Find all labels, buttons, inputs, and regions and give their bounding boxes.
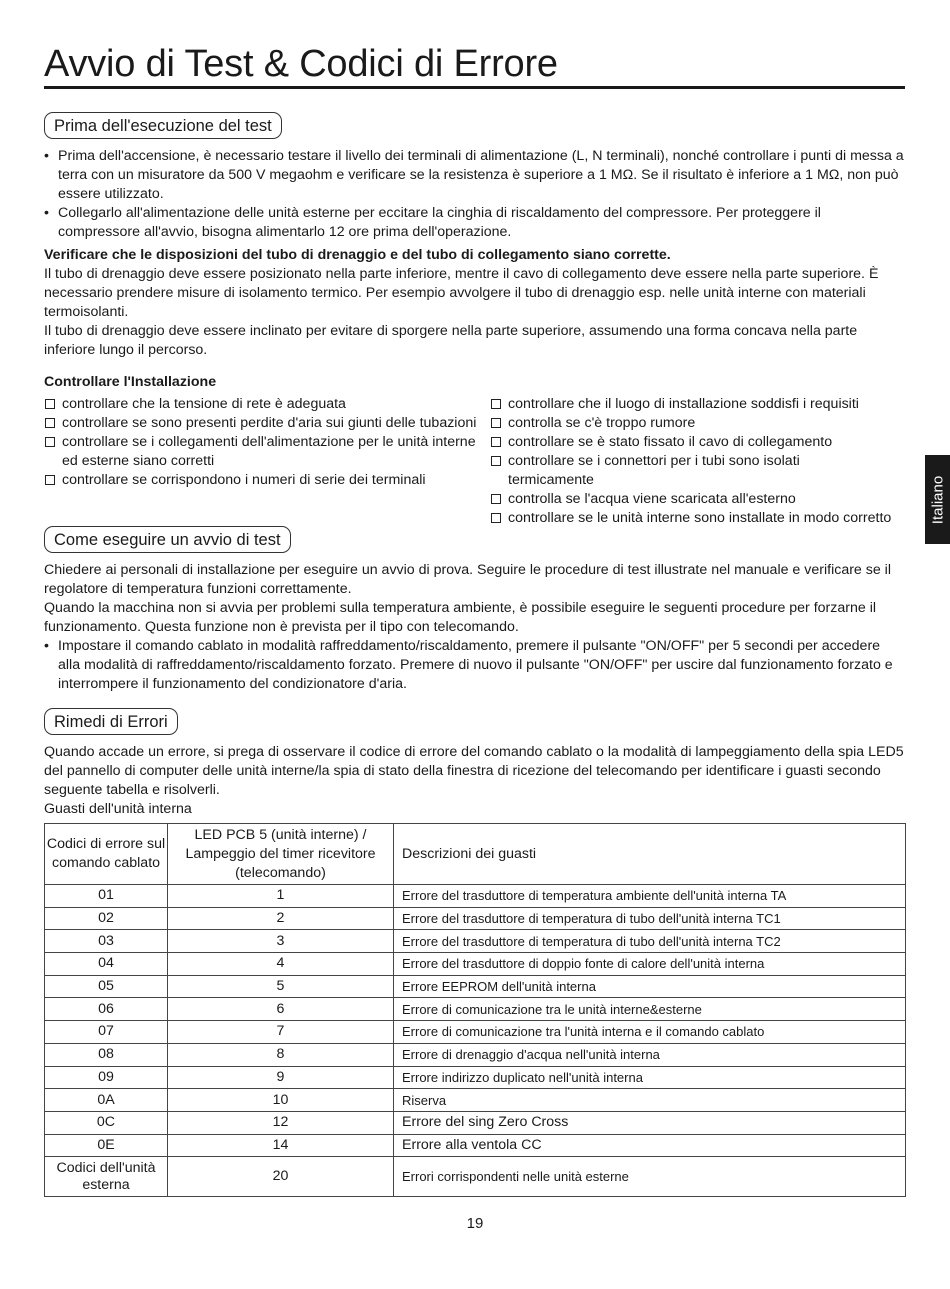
install-heading: Controllare l'Installazione xyxy=(44,374,217,390)
table-row xyxy=(45,953,906,976)
error-code: 04 xyxy=(45,953,168,976)
led-blink-count: 1 xyxy=(168,885,394,908)
table-row xyxy=(45,1021,906,1044)
checklist-item: controllare che la tensione di rete è adeguata xyxy=(44,395,489,414)
table-row xyxy=(45,1157,906,1197)
header-description: Descrizioni dei guasti xyxy=(394,824,906,885)
error-remedies-intro xyxy=(44,743,906,819)
led-blink-count: 20 xyxy=(168,1157,394,1197)
drain-section xyxy=(44,246,906,360)
bullet-item: • Prima dell'accensione, è necessario testare il livello dei terminali di alimentazione (L, N terminali), nonché controllare i punti di messa a terra con un misuratore da 500 V megaohm e verificare se la resistenza è superiore a 1 MΩ. Se il risultato è inferiore a 1 MΩ, non può essere utilizzato. xyxy=(44,147,906,204)
table-row xyxy=(45,907,906,930)
fault-description: Errori corrispondenti nelle unità esterne xyxy=(394,1157,906,1197)
drain-heading: Verificare che le disposizioni del tubo di drenaggio e del tubo di collegamento siano corrette. xyxy=(44,247,671,263)
error-code: 0C xyxy=(45,1111,168,1134)
checkbox-icon xyxy=(45,418,55,428)
table-row xyxy=(45,1043,906,1066)
checklist-item: controllare se i collegamenti dell'alimentazione per le unità interne ed esterne siano corretti xyxy=(44,433,489,471)
led-blink-count: 14 xyxy=(168,1134,394,1157)
error-code: 08 xyxy=(45,1043,168,1066)
fault-description: Errore del trasduttore di temperatura ambiente dell'unità interna TA xyxy=(394,885,906,908)
bullet-item: • Collegarlo all'alimentazione delle unità esterne per eccitare la cinghia di riscaldamento del compressore. Per proteggere il compressore all'avvio, bisogna alimentarlo 12 ore prima dell'operazione. xyxy=(44,204,906,242)
fault-description: Riserva xyxy=(394,1089,906,1112)
page-title: Avvio di Test & Codici di Errore xyxy=(44,43,558,85)
checklist-item: controllare se è stato fissato il cavo di collegamento xyxy=(490,433,910,452)
fault-description: Errore del trasduttore di doppio fonte di calore dell'unità interna xyxy=(394,953,906,976)
fault-description: Errore indirizzo duplicato nell'unità interna xyxy=(394,1066,906,1089)
checklist-item: controllare se i connettori per i tubi sono isolati termicamente xyxy=(490,452,838,490)
fault-description: Errore di comunicazione tra l'unità interna e il comando cablato xyxy=(394,1021,906,1044)
error-code: 03 xyxy=(45,930,168,953)
checkbox-icon xyxy=(45,437,55,447)
how-to-test-text xyxy=(44,561,906,694)
table-row xyxy=(45,1111,906,1134)
error-code: 05 xyxy=(45,975,168,998)
header-led-blink: LED PCB 5 (unità interne) / Lampeggio del timer ricevitore (telecomando) xyxy=(168,824,394,885)
led-blink-count: 4 xyxy=(168,953,394,976)
error-code: 0A xyxy=(45,1089,168,1112)
led-blink-count: 9 xyxy=(168,1066,394,1089)
led-blink-count: 5 xyxy=(168,975,394,998)
led-blink-count: 2 xyxy=(168,907,394,930)
title-rule xyxy=(44,86,905,89)
checkbox-icon xyxy=(491,513,501,523)
table-row xyxy=(45,930,906,953)
header-wired-code: Codici di errore sul comando cablato xyxy=(45,824,168,885)
table-row xyxy=(45,1089,906,1112)
led-blink-count: 6 xyxy=(168,998,394,1021)
fault-description: Errore di drenaggio d'acqua nell'unità interna xyxy=(394,1043,906,1066)
checkbox-icon xyxy=(45,475,55,485)
checkbox-icon xyxy=(491,456,501,466)
section-heading-error-remedies: Rimedi di Errori xyxy=(44,708,178,735)
drain-paragraph: Il tubo di drenaggio deve essere posizionato nella parte inferiore, mentre il cavo di collegamento deve essere nella parte superiore. È necessario prendere misure di isolamento termico. Per esempio avvolgere il tubo di drenaggio esp. nelle unità interne con materiali termoisolanti. xyxy=(44,266,879,320)
led-blink-count: 7 xyxy=(168,1021,394,1044)
checkbox-icon xyxy=(491,399,501,409)
checklist-item: controllare se corrispondono i numeri di serie dei terminali xyxy=(44,471,489,490)
led-blink-count: 3 xyxy=(168,930,394,953)
fault-description: Errore di comunicazione tra le unità interne&esterne xyxy=(394,998,906,1021)
table-row xyxy=(45,885,906,908)
fault-description: Errore del trasduttore di temperatura di tubo dell'unità interna TC1 xyxy=(394,907,906,930)
led-blink-count: 10 xyxy=(168,1089,394,1112)
section-heading-before-test: Prima dell'esecuzione del test xyxy=(44,112,282,139)
checklist-item: controlla se l'acqua viene scaricata all'esterno xyxy=(490,490,910,509)
error-code-table xyxy=(44,823,906,1197)
before-test-bullets xyxy=(44,147,906,242)
checkbox-icon xyxy=(491,494,501,504)
paragraph: Quando accade un errore, si prega di osservare il codice di errore del comando cablato o la modalità di lampeggiamento della spia LED5 del pannello di computer delle unità interne/la spia di stato della finestra di ricezione del telecomando per identificare i guasti secondo seguente tabella e risolverli. xyxy=(44,744,904,798)
checkbox-icon xyxy=(45,399,55,409)
checklist-item: controllare se sono presenti perdite d'aria sui giunti delle tubazioni xyxy=(44,414,489,433)
checklist-left xyxy=(44,395,489,490)
fault-description: Errore del trasduttore di temperatura di tubo dell'unità interna TC2 xyxy=(394,930,906,953)
drain-paragraph: Il tubo di drenaggio deve essere inclinato per evitare di sporgere nella parte superiore, assumendo una forma concava nella parte inferiore lungo il percorso. xyxy=(44,323,858,358)
table-row xyxy=(45,975,906,998)
error-code: 07 xyxy=(45,1021,168,1044)
error-code: 01 xyxy=(45,885,168,908)
language-tab xyxy=(925,455,950,544)
checklist-item: controllare che il luogo di installazione soddisfi i requisiti xyxy=(490,395,910,414)
table-header-row xyxy=(45,824,906,885)
language-tab-label: Italiano xyxy=(929,475,946,524)
paragraph: Chiedere ai personali di installazione per eseguire un avvio di prova. Seguire le procedure di test illustrate nel manuale e verificare se il regolatore di temperatura funzioni correttamente. xyxy=(44,562,891,597)
table-row xyxy=(45,1066,906,1089)
fault-description: Errore alla ventola CC xyxy=(394,1134,906,1157)
led-blink-count: 12 xyxy=(168,1111,394,1134)
error-code: 06 xyxy=(45,998,168,1021)
fault-description: Errore EEPROM dell'unità interna xyxy=(394,975,906,998)
checkbox-icon xyxy=(491,437,501,447)
error-code: 02 xyxy=(45,907,168,930)
checkbox-icon xyxy=(491,418,501,428)
table-row xyxy=(45,1134,906,1157)
error-code: 09 xyxy=(45,1066,168,1089)
error-code: Codici dell'unità esterna xyxy=(45,1157,168,1197)
checklist-item: controlla se c'è troppo rumore xyxy=(490,414,910,433)
checklist-right xyxy=(490,395,910,528)
led-blink-count: 8 xyxy=(168,1043,394,1066)
section-heading-how-to-test: Come eseguire un avvio di test xyxy=(44,526,291,553)
table-caption: Guasti dell'unità interna xyxy=(44,801,192,817)
table-row xyxy=(45,998,906,1021)
page-number: 19 xyxy=(466,1215,484,1232)
checklist-item: controllare se le unità interne sono installate in modo corretto xyxy=(490,509,903,528)
error-code: 0E xyxy=(45,1134,168,1157)
paragraph: Quando la macchina non si avvia per problemi sulla temperatura ambiente, è possibile eseguire le seguenti procedure per forzarne il funzionamento. Questa funzione non è prevista per il tipo con telecomando. xyxy=(44,600,877,635)
fault-description: Errore del sing Zero Cross xyxy=(394,1111,906,1134)
bullet-item: • Impostare il comando cablato in modalità raffreddamento/riscaldamento, premere il pulsante "ON/OFF" per 5 secondi per accedere alla modalità di raffreddamento/riscaldamento forzato. Premere di nuovo il pulsante "ON/OFF" per uscire dal funzionamento forzato e interrompere il funzionamento del condizionatore d'aria. xyxy=(44,637,906,694)
